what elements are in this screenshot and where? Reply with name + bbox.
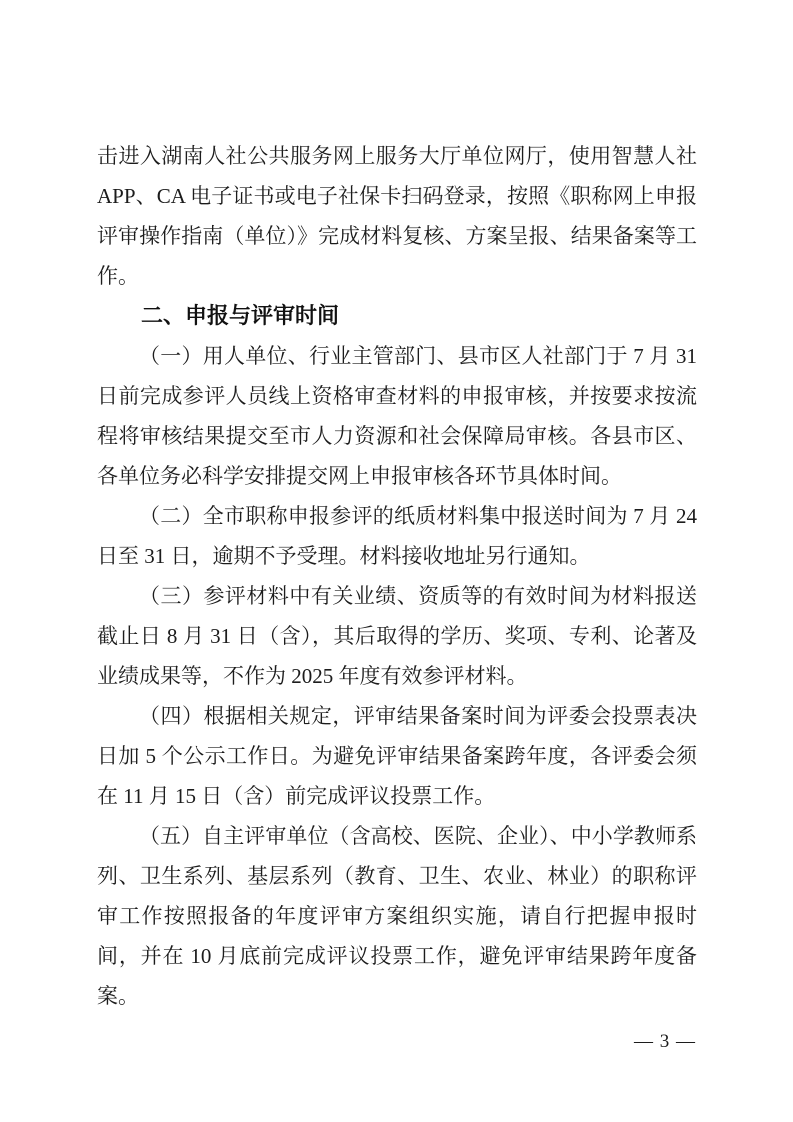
paragraph-item-4: （四）根据相关规定，评审结果备案时间为评委会投票表决日加 5 个公示工作日。为避免评审结果备案跨年度，各评委会须在 11 月 15 日（含）前完成评议投票工作。 — [97, 704, 697, 808]
paragraph-continuation: 击进入湖南人社公共服务网上服务大厅单位网厅，使用智慧人社APP、CA 电子证书或电子社保卡扫码登录，按照《职称网上申报评审操作指南（单位）》完成材料复核、方案呈报、结果备案等工作。 — [97, 144, 697, 288]
paragraph-item-5: （五）自主评审单位（含高校、医院、企业）、中小学教师系列、卫生系列、基层系列（教育、卫生、农业、林业）的职称评审工作按照报备的年度评审方案组织实施，请自行把握申报时间，并在 10 月底前完成评议投票工作，避免评审结果跨年度备案。 — [97, 824, 697, 1008]
paragraph-item-3: （三）参评材料中有关业绩、资质等的有效时间为材料报送截止日 8 月 31 日（含），其后取得的学历、奖项、专利、论著及业绩成果等，不作为 2025 年度有效参评材料。 — [97, 584, 697, 688]
paragraph-item-2: （二）全市职称申报参评的纸质材料集中报送时间为 7 月 24 日至 31 日，逾期不予受理。材料接收地址另行通知。 — [97, 504, 697, 568]
page-number: — 3 — — [634, 1031, 696, 1052]
section-heading: 二、申报与评审时间 — [141, 303, 340, 328]
paragraph-item-1: （一）用人单位、行业主管部门、县市区人社部门于 7 月 31 日前完成参评人员线上资格审查材料的申报审核，并按要求按流程将审核结果提交至市人力资源和社会保障局审核。各县市区、各单位务必科学安排提交网上申报审核各环节具体时间。 — [97, 344, 697, 488]
